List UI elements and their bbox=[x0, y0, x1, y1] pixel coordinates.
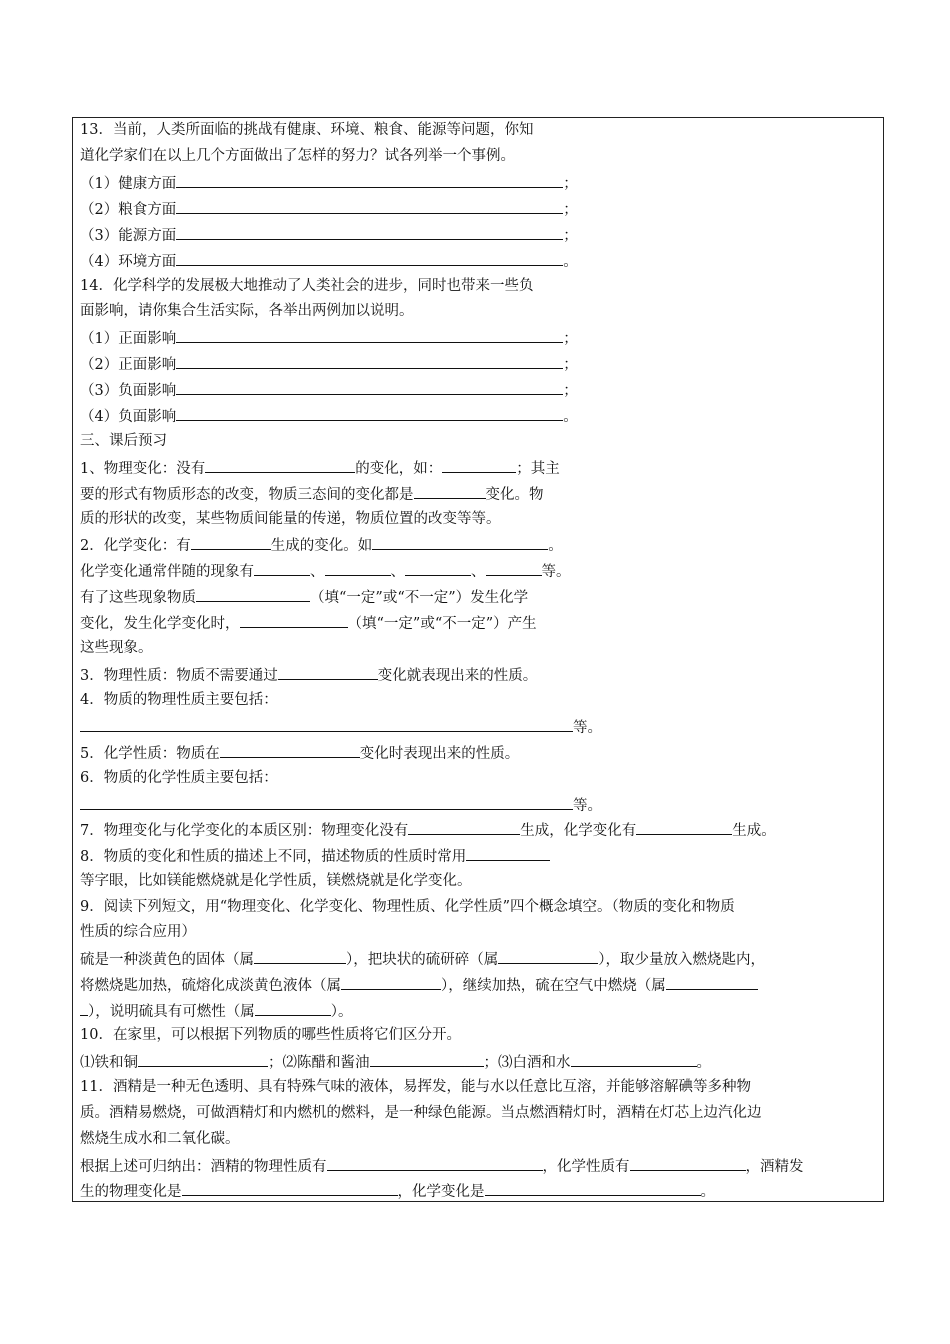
p9-line3: 硫是一种淡黄色的固体（属 ），把块状的硫研碎（属 ），取少量放入燃烧匙内， bbox=[80, 949, 765, 969]
p1-line2: 要的形式有物质形态的改变，物质三态间的变化都是 变化。物 bbox=[80, 484, 544, 504]
answer-blank[interactable] bbox=[176, 199, 563, 214]
q13-stem-line1: 13．当前，人类所面临的挑战有健康、环境、粮食、能源等问题，你知 bbox=[80, 122, 534, 138]
answer-blank[interactable] bbox=[466, 846, 550, 861]
p9-line5: ），说明硫具有可燃性（属 ）。 bbox=[80, 1001, 353, 1021]
p6-line2: 等。 bbox=[80, 795, 602, 815]
p11-line4: 根据上述可归纳出：酒精的物理性质有 ，化学性质有 ，酒精发 bbox=[80, 1156, 804, 1176]
q14-item-negative-1: （3）负面影响 ； bbox=[80, 380, 578, 400]
answer-blank[interactable] bbox=[370, 1052, 484, 1067]
answer-blank[interactable] bbox=[630, 1156, 746, 1171]
p6-line1: 6．物质的化学性质主要包括： bbox=[80, 770, 278, 786]
answer-blank[interactable] bbox=[327, 1156, 543, 1171]
p9-line1: 9．阅读下列短文，用“物理变化、化学变化、物理性质、化学性质”四个概念填空。（物质的变化和物质 bbox=[80, 899, 735, 915]
answer-blank[interactable] bbox=[176, 173, 563, 188]
p1-line1: 1、物理变化：没有 的变化，如： ；其主 bbox=[80, 458, 560, 478]
q13-stem-line2: 道化学家们在以上几个方面做出了怎样的努力？试各列举一个事例。 bbox=[80, 148, 515, 164]
answer-blank[interactable] bbox=[255, 1001, 331, 1016]
p8-line1: 8．物质的变化和性质的描述上不同，描述物质的性质时常用 bbox=[80, 846, 550, 866]
answer-blank[interactable] bbox=[220, 743, 360, 758]
answer-blank[interactable] bbox=[176, 406, 563, 421]
answer-blank[interactable] bbox=[191, 535, 271, 550]
p5-line: 5．化学性质：物质在 变化时表现出来的性质。 bbox=[80, 743, 519, 763]
answer-blank[interactable] bbox=[405, 561, 471, 576]
q13-item-health: （1）健康方面 ； bbox=[80, 173, 578, 193]
p4-line2: 等。 bbox=[80, 717, 602, 737]
answer-blank[interactable] bbox=[176, 380, 563, 395]
p11-line5: 生的物理变化是 ，化学变化是 。 bbox=[80, 1181, 715, 1201]
answer-blank[interactable] bbox=[176, 354, 563, 369]
p10-line2: ⑴铁和铜 ；⑵陈醋和酱油 ；⑶白酒和水 。 bbox=[80, 1052, 711, 1072]
p2-line1: 2．化学变化：有 生成的变化。如 。 bbox=[80, 535, 563, 555]
answer-blank[interactable] bbox=[80, 717, 573, 732]
q14-stem-line1: 14．化学科学的发展极大地推动了人类社会的进步，同时也带来一些负 bbox=[80, 278, 534, 294]
answer-blank[interactable] bbox=[408, 820, 520, 835]
p9-line4: 将燃烧匙加热，硫熔化成淡黄色液体（属 ），继续加热，硫在空气中燃烧（属 bbox=[80, 975, 758, 995]
p8-line2: 等字眼，比如镁能燃烧就是化学性质，镁燃烧就是化学变化。 bbox=[80, 873, 472, 889]
answer-blank[interactable] bbox=[414, 484, 486, 499]
p2-line2: 化学变化通常伴随的现象有 、 、 、 等。 bbox=[80, 561, 571, 581]
p11-line2: 质。酒精易燃烧，可做酒精灯和内燃机的燃料，是一种绿色能源。当点燃酒精灯时，酒精在灯芯上边汽化边 bbox=[80, 1105, 762, 1121]
p2-line4: 变化，发生化学变化时， （填“一定”或“不一定”）产生 bbox=[80, 613, 537, 633]
answer-blank[interactable] bbox=[176, 225, 563, 240]
p11-line3: 燃烧生成水和二氧化碳。 bbox=[80, 1131, 240, 1147]
q14-item-positive-1: （1）正面影响 ； bbox=[80, 328, 578, 348]
p9-line2: 性质的综合应用） bbox=[80, 924, 196, 940]
answer-blank[interactable] bbox=[254, 949, 346, 964]
answer-blank[interactable] bbox=[571, 1052, 697, 1067]
p2-line3: 有了这些现象物质 （填“一定”或“不一定”）发生化学 bbox=[80, 587, 528, 607]
p11-line1: 11．酒精是一种无色透明、具有特殊气味的液体，易挥发，能与水以任意比互溶，并能够溶解碘等多种物 bbox=[80, 1079, 751, 1095]
p2-line5: 这些现象。 bbox=[80, 640, 153, 656]
answer-blank[interactable] bbox=[196, 587, 310, 602]
answer-blank[interactable] bbox=[254, 561, 310, 576]
q13-item-environment: （4）环境方面 。 bbox=[80, 251, 578, 271]
answer-blank[interactable] bbox=[80, 795, 573, 810]
q14-item-positive-2: （2）正面影响 ； bbox=[80, 354, 578, 374]
answer-blank[interactable] bbox=[182, 1181, 398, 1196]
answer-blank[interactable] bbox=[176, 251, 563, 266]
answer-blank[interactable] bbox=[486, 561, 542, 576]
answer-blank[interactable] bbox=[325, 561, 391, 576]
answer-blank[interactable] bbox=[666, 975, 758, 990]
p3-line: 3．物理性质：物质不需要通过 变化就表现出来的性质。 bbox=[80, 665, 537, 685]
section-heading: 三、课后预习 bbox=[80, 433, 167, 449]
p1-line3: 质的形状的改变，某些物质间能量的传递，物质位置的改变等等。 bbox=[80, 511, 501, 527]
answer-blank[interactable] bbox=[205, 458, 355, 473]
answer-blank[interactable] bbox=[341, 975, 441, 990]
answer-blank[interactable] bbox=[372, 535, 548, 550]
answer-blank[interactable] bbox=[176, 328, 563, 343]
q14-item-negative-2: （4）负面影响 。 bbox=[80, 406, 578, 426]
answer-blank[interactable] bbox=[442, 458, 516, 473]
answer-blank[interactable] bbox=[498, 949, 598, 964]
q13-item-food: （2）粮食方面 ； bbox=[80, 199, 578, 219]
answer-blank[interactable] bbox=[278, 665, 378, 680]
p4-line1: 4．物质的物理性质主要包括： bbox=[80, 692, 278, 708]
q13-item-energy: （3）能源方面 ； bbox=[80, 225, 578, 245]
q14-stem-line2: 面影响，请你集合生活实际，各举出两例加以说明。 bbox=[80, 303, 414, 319]
answer-blank[interactable] bbox=[80, 1001, 88, 1016]
answer-blank[interactable] bbox=[138, 1052, 268, 1067]
answer-blank[interactable] bbox=[636, 820, 732, 835]
p7-line: 7．物理变化与化学变化的本质区别：物理变化没有 生成，化学变化有 生成。 bbox=[80, 820, 776, 840]
p10-line1: 10．在家里，可以根据下列物质的哪些性质将它们区分开。 bbox=[80, 1027, 461, 1043]
answer-blank[interactable] bbox=[485, 1181, 701, 1196]
answer-blank[interactable] bbox=[240, 613, 348, 628]
